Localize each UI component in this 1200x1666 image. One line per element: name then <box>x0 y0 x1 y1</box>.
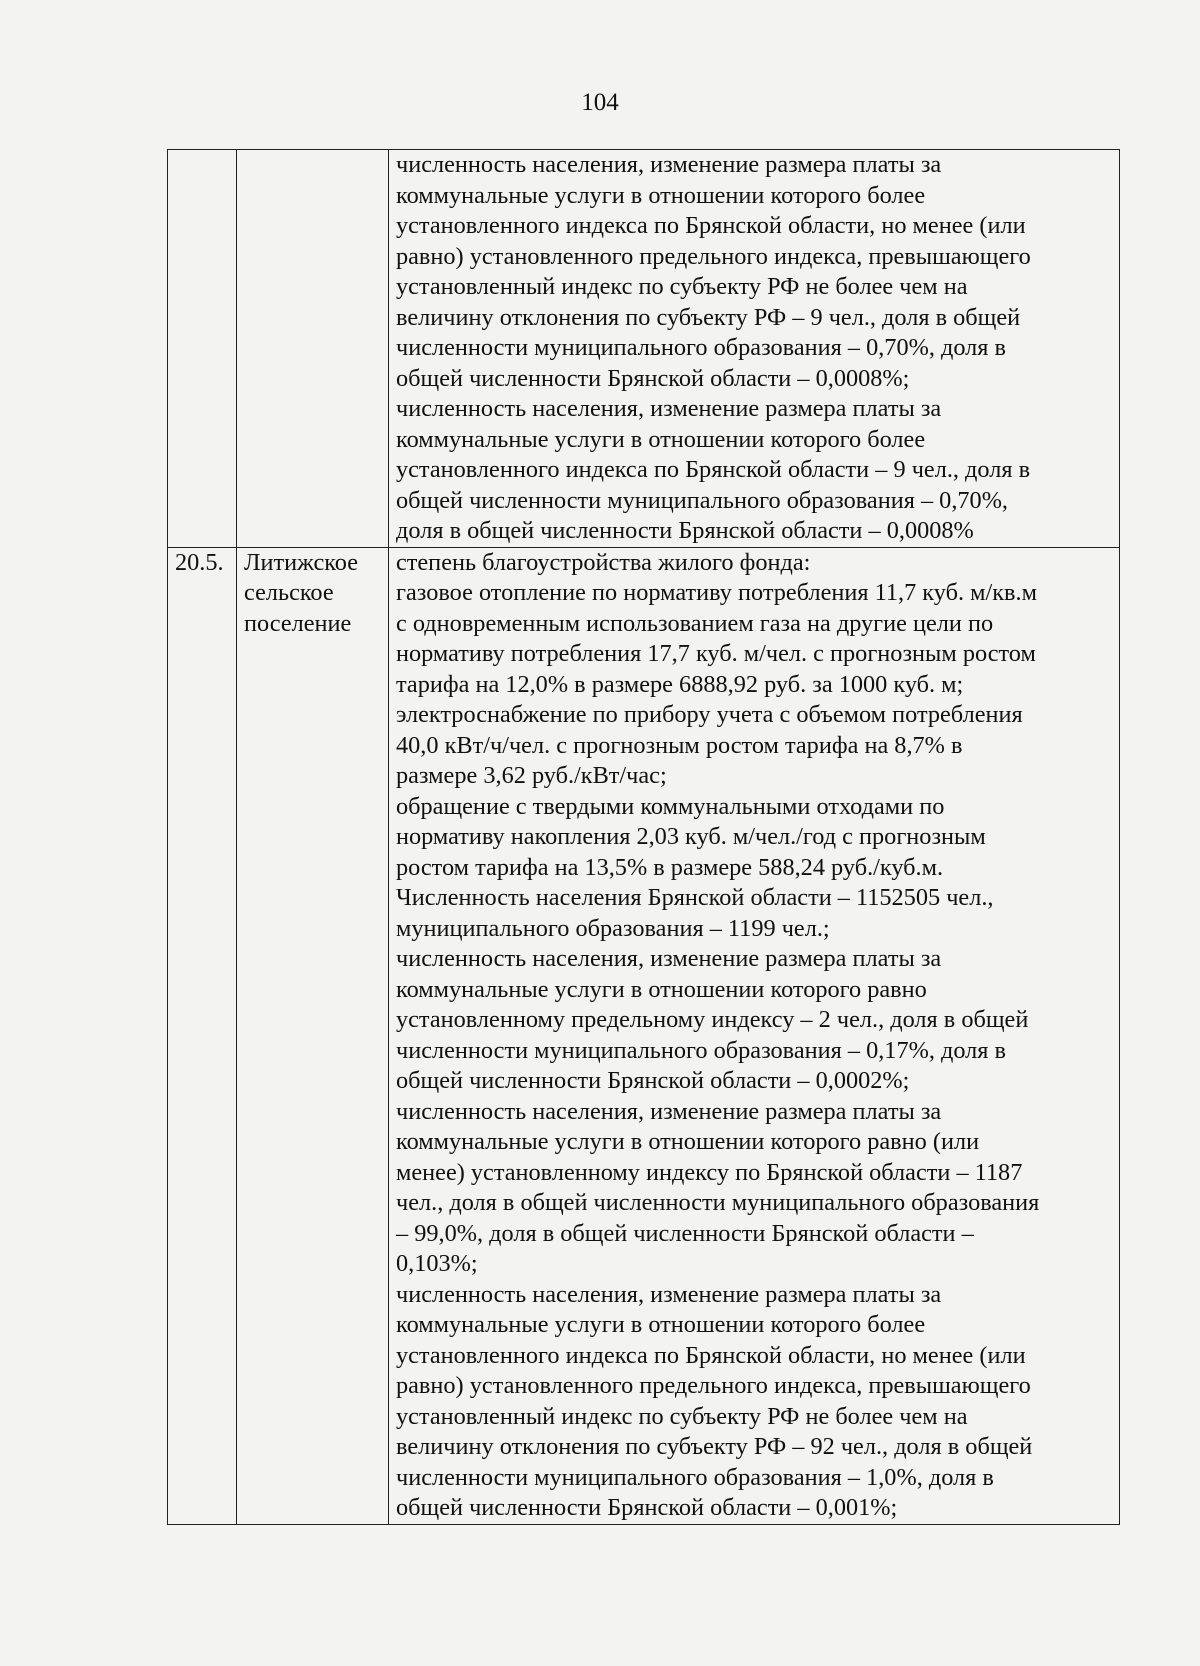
settlement-name-cell <box>237 547 389 1524</box>
text-line: обращение с твердыми коммунальными отходами по <box>396 792 945 820</box>
text-line: величину отклонения по субъекту РФ – 9 чел., доля в общей <box>396 303 1021 331</box>
description-cell <box>389 150 1120 548</box>
text-line: численность населения, изменение размера платы за <box>396 1280 942 1308</box>
text-line: численность населения, изменение размера платы за <box>396 945 942 972</box>
page-number: 104 <box>581 89 619 116</box>
table-row <box>168 150 1120 548</box>
text-line: коммунальные услуги в отношении которого равно <box>396 975 927 1003</box>
text-line: Литижское <box>244 548 359 576</box>
text-line: поселение <box>244 609 352 637</box>
text-line: равно) установленного предельного индекса, превышающего <box>396 242 1031 270</box>
text-line: численности муниципального образования – 0,70%, доля в <box>396 334 1007 361</box>
text-line: менее) установленному индексу по Брянской области – 1187 <box>396 1158 1023 1186</box>
text-line: общей численности Брянской области – 0,001%; <box>396 1494 898 1521</box>
row-number-cell: 20.5. <box>168 547 237 1524</box>
text-line: 40,0 кВт/ч/чел. с прогнозным ростом тарифа на 8,7% в <box>396 731 963 759</box>
text-line: газовое отопление по нормативу потребления 11,7 куб. м/кв.м <box>396 579 1037 606</box>
text-line: степень благоустройства жилого фонда: <box>396 548 811 576</box>
text-line: установленному предельному индексу – 2 чел., доля в общей <box>396 1006 1029 1033</box>
text-line: численность населения, изменение размера платы за <box>396 395 942 422</box>
text-line: муниципального образования – 1199 чел.; <box>396 914 830 942</box>
text-line: численность населения, изменение размера платы за <box>396 1097 942 1125</box>
text-line: установленного индекса по Брянской области – 9 чел., доля в <box>396 456 1031 483</box>
text-line: установленного индекса по Брянской области, но менее (или <box>396 212 1026 239</box>
text-line: установленный индекс по субъекту РФ не более чем на <box>396 1402 968 1430</box>
text-line: нормативу накопления 2,03 куб. м/чел./год с прогнозным <box>396 823 986 850</box>
text-line: общей численности Брянской области – 0,0008%; <box>396 364 910 392</box>
table-row <box>168 547 1120 1524</box>
text-line: численность населения, изменение размера платы за <box>396 151 942 178</box>
text-line: сельское <box>244 579 334 606</box>
document-table <box>167 149 1120 1525</box>
description-cell <box>389 547 1120 1524</box>
settlement-name-cell <box>237 150 389 548</box>
text-line: тарифа на 12,0% в размере 6888,92 руб. за 1000 куб. м; <box>396 670 964 698</box>
text-line: нормативу потребления 17,7 куб. м/чел. с прогнозным ростом <box>396 640 1036 667</box>
text-line: численности муниципального образования – 1,0%, доля в <box>396 1463 994 1491</box>
text-line: с одновременным использованием газа на другие цели по <box>396 609 994 637</box>
text-line: доля в общей численности Брянской области – 0,0008% <box>396 517 974 544</box>
text-line: общей численности муниципального образования – 0,70%, <box>396 486 1009 514</box>
text-line: коммунальные услуги в отношении которого более <box>396 425 926 453</box>
text-line: установленного индекса по Брянской области, но менее (или <box>396 1341 1026 1369</box>
text-line: электроснабжение по прибору учета с объемом потребления <box>396 701 1023 728</box>
text-line: установленный индекс по субъекту РФ не более чем на <box>396 273 968 300</box>
text-line: – 99,0%, доля в общей численности Брянской области – <box>396 1219 974 1247</box>
text-line: коммунальные услуги в отношении которого равно (или <box>396 1128 980 1155</box>
text-line: коммунальные услуги в отношении которого более <box>396 1311 926 1338</box>
text-line: численности муниципального образования – 0,17%, доля в <box>396 1036 1007 1064</box>
text-line: Численность населения Брянской области – 1152505 чел., <box>396 884 994 911</box>
row-number-cell <box>168 150 237 548</box>
text-line: общей численности Брянской области – 0,0002%; <box>396 1067 910 1094</box>
text-line: величину отклонения по субъекту РФ – 92 чел., доля в общей <box>396 1433 1033 1460</box>
text-line: коммунальные услуги в отношении которого более <box>396 181 926 209</box>
text-line: 0,103%; <box>396 1250 478 1277</box>
text-line: размере 3,62 руб./кВт/час; <box>396 762 667 789</box>
text-line: ростом тарифа на 13,5% в размере 588,24 руб./куб.м. <box>396 853 944 881</box>
text-line: чел., доля в общей численности муниципального образования <box>396 1189 1040 1216</box>
text-line: равно) установленного предельного индекса, превышающего <box>396 1372 1031 1399</box>
